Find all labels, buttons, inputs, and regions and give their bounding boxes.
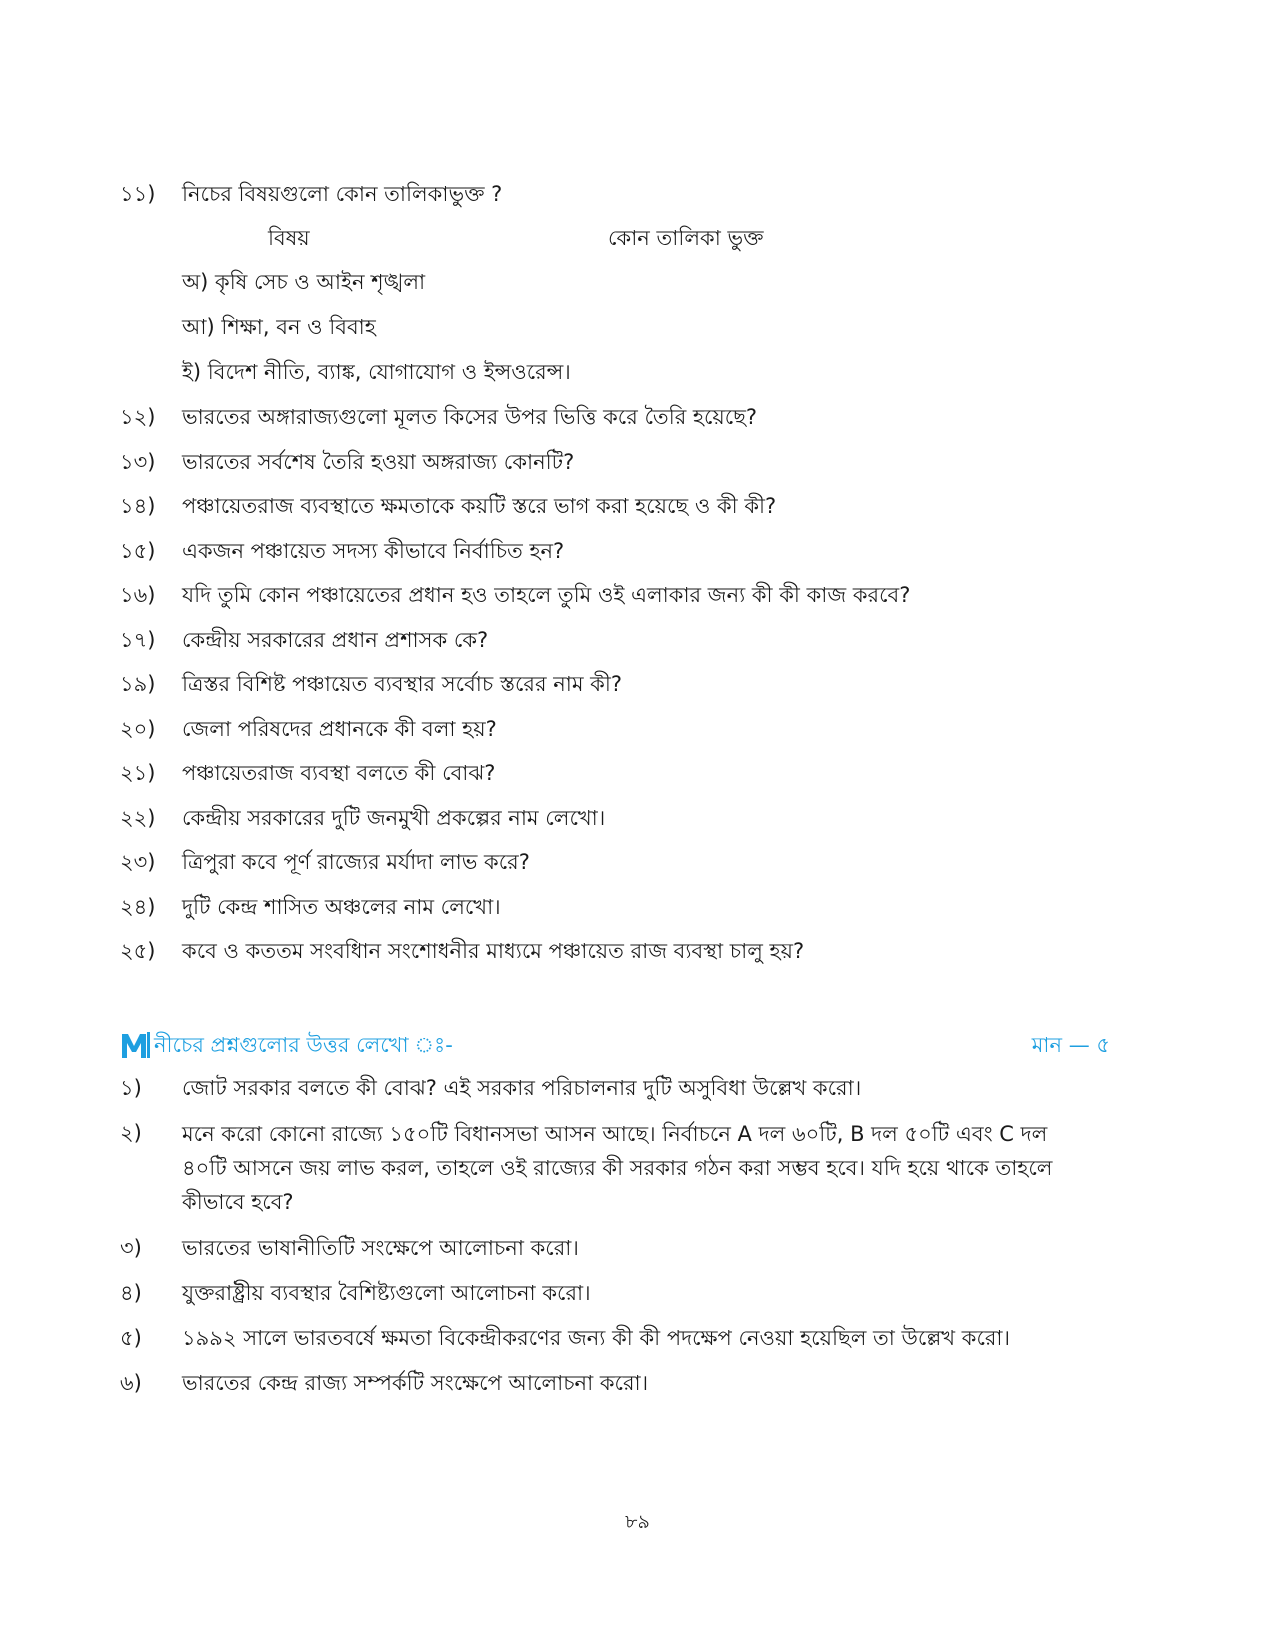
question-number: ২৩) (120, 850, 156, 874)
question-text: ত্রিস্তর বিশিষ্ট পঞ্চায়েত ব্যবস্থার সর্বোচ স্তরের নাম কী? (182, 672, 622, 696)
question-number: ১২) (120, 405, 156, 429)
question-text: কেন্দ্রীয় সরকারের প্রধান প্রশাসক কে? (182, 628, 489, 652)
question-text: মনে করো কোনো রাজ্যে ১৫০টি বিধানসভা আসন আছে। নির্বাচনে A দল ৬০টি, B দল ৫০টি এবং C দল ৪০টি আসনে জয় লাভ করল, তাহলে ওই রাজ্যের কী সরকার গঠন করা সম্ভব হবে। যদি হয়ে থাকে তাহলে কীভাবে হবে? (182, 1122, 1053, 1214)
column-header-subject: বিষয় (268, 226, 310, 250)
question-text: ত্রিপুরা কবে পূর্ণ রাজ্যের মর্যাদা লাভ করে? (182, 850, 530, 874)
question-number: ১৯) (120, 672, 156, 696)
question-number: ২৪) (120, 895, 156, 919)
question-text: দুটি কেন্দ্র শাসিত অঞ্চলের নাম লেখো। (182, 895, 501, 919)
page-number: ৮৯ (625, 1511, 650, 1533)
question-text: যুক্তরাষ্ট্রীয় ব্যবস্থার বৈশিষ্ট্যগুলো আলোচনা করো। (182, 1281, 591, 1305)
question-number: ২২) (120, 806, 156, 830)
question-number: ১৪) (120, 494, 156, 518)
question-number: ২১) (120, 761, 156, 785)
section-marks: মান — ৫ (1031, 1033, 1110, 1057)
question-number: ২৫) (120, 939, 156, 963)
question-number: ৫) (120, 1326, 142, 1350)
question-text: পঞ্চায়েতরাজ ব্যবস্থাতে ক্ষমতাকে কয়টি স্তরে ভাগ করা হয়েছে ও কী কী? (182, 494, 777, 518)
question-number: ৪) (120, 1281, 142, 1305)
question-text: নিচের বিষয়গুলো কোন তালিকাভুক্ত ? (182, 182, 503, 206)
question-number: ২০) (120, 717, 156, 741)
question-text: কবে ও কততম সংবধিান সংশোধনীর মাধ্যমে পঞ্চায়েত রাজ ব্যবস্থা চালু হয়? (182, 939, 805, 963)
question-text: পঞ্চায়েতরাজ ব্যবস্থা বলতে কী বোঝ? (182, 761, 496, 785)
question-text: ভারতের কেন্দ্র রাজ্য সম্পর্কটি সংক্ষেপে আলোচনা করো। (182, 1371, 649, 1395)
sub-item: আ) শিক্ষা, বন ও বিবাহ (182, 315, 376, 339)
question-text: ১৯৯২ সালে ভারতবর্ষে ক্ষমতা বিকেন্দ্রীকরণের জন্য কী কী পদক্ষেপ নেওয়া হয়েছিল তা উল্লেখ করো। (182, 1326, 1011, 1350)
question-number: ১৫) (120, 539, 156, 563)
section-heading (120, 1028, 1110, 1064)
question-number: ১৬) (120, 583, 156, 607)
question-text: কেন্দ্রীয় সরকারের দুটি জনমুখী প্রকল্পের নাম লেখো। (182, 806, 606, 830)
question-text: ভারতের সর্বশেষ তৈরি হওয়া অঙ্গরাজ্য কোনটি? (182, 450, 575, 474)
question-text: জোট সরকার বলতে কী বোঝ? এই সরকার পরিচালনার দুটি অসুবিধা উল্লেখ করো। (182, 1076, 862, 1100)
sub-item: অ) কৃষি সেচ ও আইন শৃঙ্খলা (182, 270, 426, 294)
section-marker-icon (120, 1030, 150, 1060)
column-header-list: কোন তালিকা ভুক্ত (608, 226, 764, 250)
question-text: জেলা পরিষদের প্রধানকে কী বলা হয়? (182, 717, 497, 741)
question-text: ভারতের ভাষানীতিটি সংক্ষেপে আলোচনা করো। (182, 1236, 579, 1260)
section-title: নীচের প্রশ্নগুলোর উত্তর লেখো ঃ- (154, 1033, 453, 1057)
question-text: যদি তুমি কোন পঞ্চায়েতের প্রধান হও তাহলে তুমি ওই এলাকার জন্য কী কী কাজ করবে? (182, 583, 911, 607)
question-number: ১৭) (120, 628, 156, 652)
question-number: ১১) (120, 182, 156, 206)
question-text: ভারতের অঙ্গারাজ্যগুলো মূলত কিসের উপর ভিত্তি করে তৈরি হয়েছে? (182, 405, 758, 429)
question-number: ৬) (120, 1371, 142, 1395)
question-number: ৩) (120, 1236, 142, 1260)
question-number: ১) (120, 1076, 142, 1100)
question-number: ২) (120, 1121, 142, 1145)
question-number: ১৩) (120, 450, 156, 474)
question-text: একজন পঞ্চায়েত সদস্য কীভাবে নির্বাচিত হন? (182, 539, 565, 563)
sub-item: ই) বিদেশ নীতি, ব্যাঙ্ক, যোগাযোগ ও ইন্সওরেন্স। (182, 360, 571, 384)
